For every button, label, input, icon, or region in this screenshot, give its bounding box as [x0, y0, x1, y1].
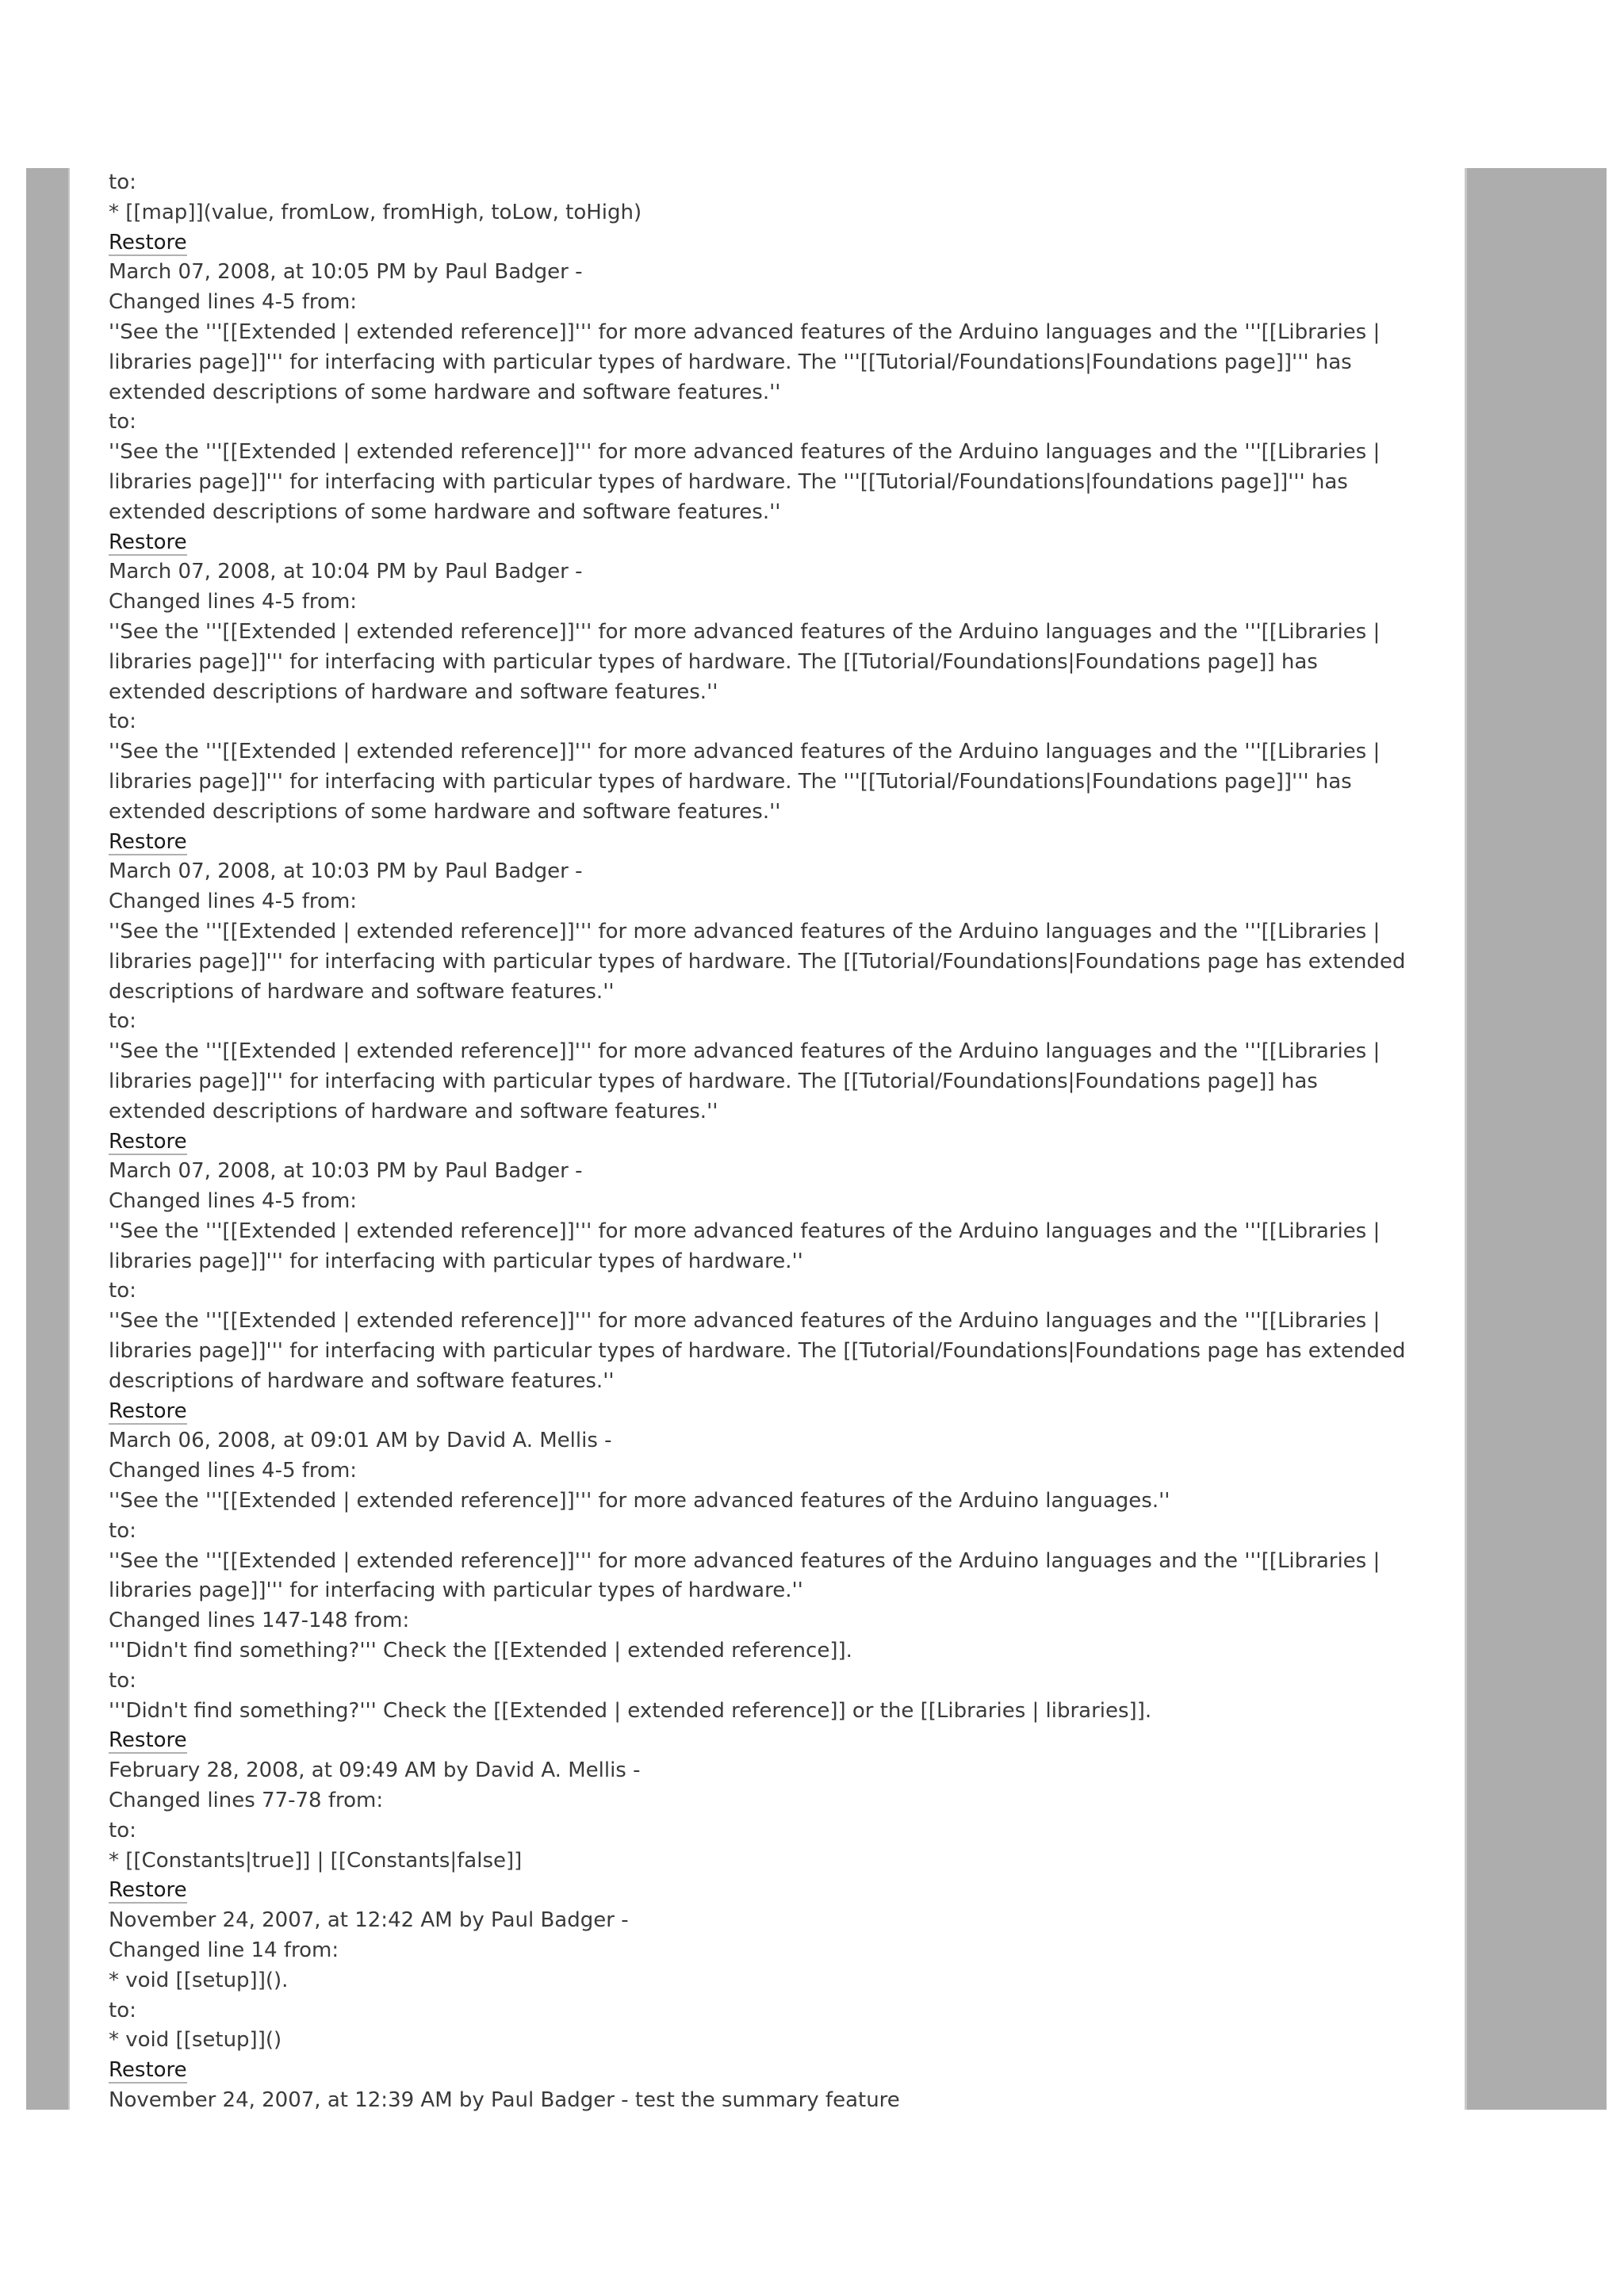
history-line: to: — [109, 1518, 136, 1543]
history-line: to: — [109, 1668, 136, 1693]
revision-history — [109, 168, 1409, 2116]
history-line: ''See the '''[[Extended | extended reference]]''' for more advanced features of the Arduino languages and the '''[[Libraries | libraries page]]''' for interfacing with particular types of hardware. The [[Tutorial/Foundations|Foundations page has extended descriptions of hardware and software features.'' — [109, 1309, 1406, 1393]
history-line: ''See the '''[[Extended | extended reference]]''' for more advanced features of the Arduino languages and the '''[[Libraries | libraries page]]''' for interfacing with particular types of hardware.'' — [109, 1548, 1381, 1603]
restore-link[interactable]: Restore — [109, 230, 187, 254]
restore-link[interactable]: Restore — [109, 2058, 187, 2083]
restore-row — [109, 1726, 1409, 1756]
history-line: Changed lines 77-78 from: — [109, 1789, 384, 1813]
history-line: ''See the '''[[Extended | extended reference]]''' for more advanced features of the Arduino languages and the '''[[Libraries | libraries page]]''' for interfacing with particular types of hardware. The '''[[Tutorial/Foundations|Foundations page]]''' has extended descriptions of some hardware and software features.'' — [109, 320, 1381, 404]
restore-row — [109, 1127, 1409, 1158]
history-line: Changed lines 4-5 from: — [109, 290, 358, 315]
restore-link[interactable]: Restore — [109, 1399, 187, 1423]
restore-row — [109, 1876, 1409, 1906]
restore-row — [109, 1397, 1409, 1427]
history-line: to: — [109, 710, 136, 734]
history-line: ''See the '''[[Extended | extended reference]]''' for more advanced features of the Arduino languages and the '''[[Libraries | libraries page]]''' for interfacing with particular types of hardware. The [[Tutorial/Foundations|Foundations page has extended descriptions of hardware and software features.'' — [109, 919, 1406, 1004]
history-line: to: — [109, 1818, 136, 1843]
history-line: Changed lines 4-5 from: — [109, 590, 358, 614]
history-line: to: — [109, 410, 136, 434]
history-line: * void [[setup]](). — [109, 1968, 289, 1992]
history-line: to: — [109, 1279, 136, 1303]
history-line: February 28, 2008, at 09:49 AM by David A. Mellis - — [109, 1758, 641, 1783]
history-line: * void [[setup]]() — [109, 2028, 282, 2053]
history-line: March 07, 2008, at 10:03 PM by Paul Badger - — [109, 1159, 583, 1184]
restore-link[interactable]: Restore — [109, 530, 187, 554]
history-line: March 06, 2008, at 09:01 AM by David A. Mellis - — [109, 1429, 612, 1453]
history-line: to: — [109, 1009, 136, 1034]
right-sidebar-bar — [1465, 168, 1607, 2110]
history-line: Changed line 14 from: — [109, 1938, 339, 1963]
history-line: ''See the '''[[Extended | extended reference]]''' for more advanced features of the Arduino languages and the '''[[Libraries | libraries page]]''' for interfacing with particular types of hardware. The [[Tutorial/Foundations|Foundations page]] has extended descriptions of hardware and software features.'' — [109, 1039, 1381, 1123]
history-line: to: — [109, 170, 136, 194]
history-line: ''See the '''[[Extended | extended reference]]''' for more advanced features of the Arduino languages and the '''[[Libraries | libraries page]]''' for interfacing with particular types of hardware.'' — [109, 1219, 1381, 1273]
history-line: March 07, 2008, at 10:04 PM by Paul Badger - — [109, 560, 583, 584]
history-line: Changed lines 4-5 from: — [109, 1459, 358, 1483]
restore-row — [109, 228, 1409, 258]
restore-link[interactable]: Restore — [109, 1878, 187, 1903]
history-line: ''See the '''[[Extended | extended reference]]''' for more advanced features of the Arduino languages and the '''[[Libraries | libraries page]]''' for interfacing with particular types of hardware. The '''[[Tutorial/Foundations|foundations page]]''' has extended descriptions of some hardware and software features.'' — [109, 440, 1381, 524]
restore-link[interactable]: Restore — [109, 1728, 187, 1753]
history-line: March 07, 2008, at 10:03 PM by Paul Badger - — [109, 859, 583, 884]
history-line: Changed lines 4-5 from: — [109, 1189, 358, 1214]
history-line: March 07, 2008, at 10:05 PM by Paul Badger - — [109, 260, 583, 285]
restore-row — [109, 828, 1409, 858]
history-line: to: — [109, 1998, 136, 2022]
restore-link[interactable]: Restore — [109, 1129, 187, 1154]
history-line: ''See the '''[[Extended | extended reference]]''' for more advanced features of the Arduino languages and the '''[[Libraries | libraries page]]''' for interfacing with particular types of hardware. The [[Tutorial/Foundations|Foundations page]] has extended descriptions of hardware and software features.'' — [109, 619, 1381, 704]
history-line: * [[Constants|true]] | [[Constants|false]] — [109, 1848, 523, 1873]
history-line: * [[map]](value, fromLow, fromHigh, toLow, toHigh) — [109, 200, 642, 224]
history-line: Changed lines 147-148 from: — [109, 1609, 410, 1633]
restore-link[interactable]: Restore — [109, 829, 187, 854]
history-line: ''See the '''[[Extended | extended reference]]''' for more advanced features of the Arduino languages.'' — [109, 1489, 1170, 1513]
history-line: Changed lines 4-5 from: — [109, 890, 358, 914]
history-line: '''Didn't find something?''' Check the [[Extended | extended reference]] or the [[Libraries | libraries]]. — [109, 1698, 1152, 1723]
history-line: November 24, 2007, at 12:39 AM by Paul Badger - test the summary feature — [109, 2088, 900, 2112]
history-line: November 24, 2007, at 12:42 AM by Paul Badger - — [109, 1908, 629, 1933]
restore-row — [109, 2056, 1409, 2086]
restore-row — [109, 528, 1409, 558]
history-line: ''See the '''[[Extended | extended reference]]''' for more advanced features of the Arduino languages and the '''[[Libraries | libraries page]]''' for interfacing with particular types of hardware. The '''[[Tutorial/Foundations|Foundations page]]''' has extended descriptions of some hardware and software features.'' — [109, 740, 1381, 824]
left-sidebar-bar — [26, 168, 70, 2110]
history-line: '''Didn't find something?''' Check the [[Extended | extended reference]]. — [109, 1639, 852, 1663]
